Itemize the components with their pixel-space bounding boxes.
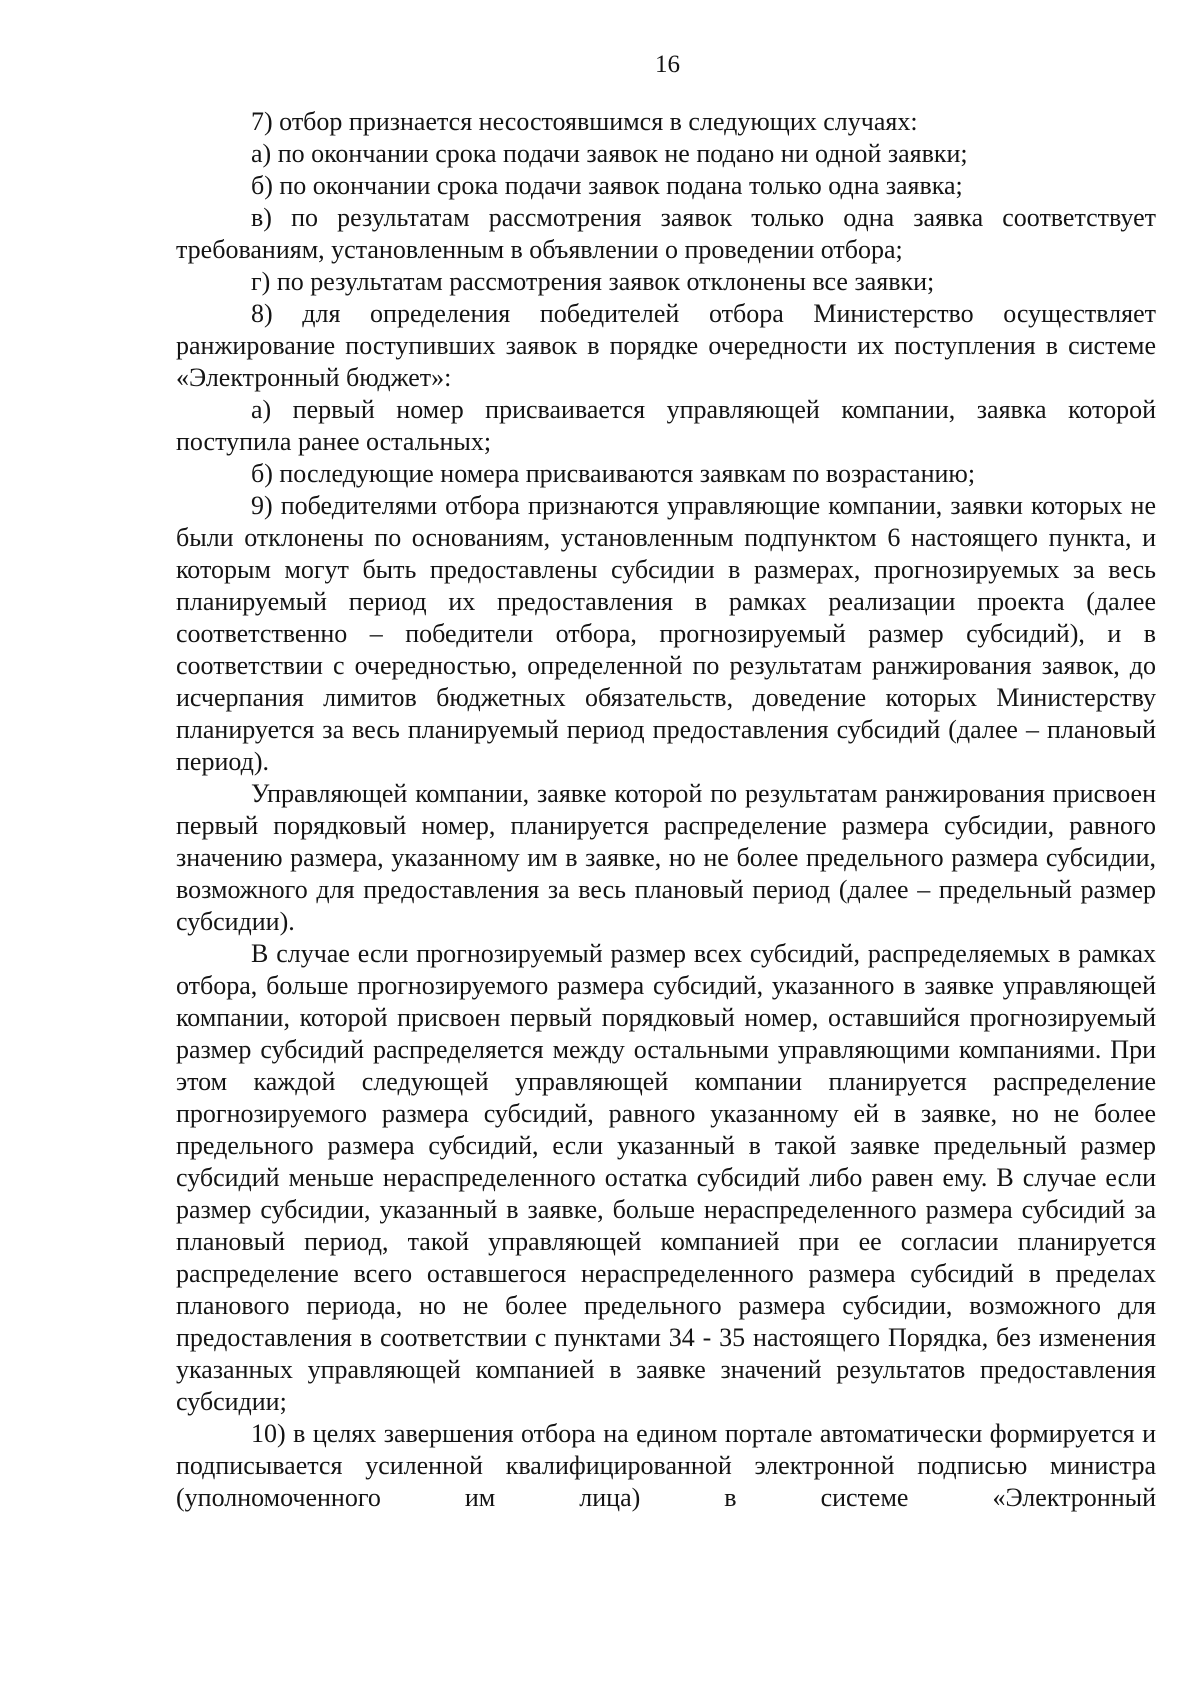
paragraph-7: 7) отбор признается несостоявшимся в следующих случаях:: [251, 107, 918, 136]
paragraph-10: 10) в целях завершения отбора на едином портале автоматически формируется и подписывается усиленной квалифицированной электронной подписью министра (уполномоченного им лица) в системе «Электронный: [176, 1419, 1156, 1512]
document-body: [176, 106, 1156, 1514]
paragraph-7b: б) по окончании срока подачи заявок подана только одна заявка;: [251, 171, 963, 200]
paragraph-8: 8) для определения победителей отбора Министерство осуществляет ранжирование поступивших заявок в порядке очередности их поступления в системе «Электронный бюджет»:: [176, 299, 1156, 392]
paragraph-8a: а) первый номер присваивается управляющей компании, заявка которой поступила ранее остальных;: [176, 395, 1156, 456]
paragraph-7v: в) по результатам рассмотрения заявок только одна заявка соответствует требованиям, установленным в объявлении о проведении отбора;: [176, 203, 1156, 264]
paragraph-first-rank: Управляющей компании, заявке которой по результатам ранжирования присвоен первый порядковый номер, планируется распределение размера субсидии, равного значению размера, указанному им в заявке, но не более предельного размера субсидии, возможного для предоставления за весь плановый период (далее – предельный размер субсидии).: [176, 779, 1156, 936]
paragraph-7a: а) по окончании срока подачи заявок не подано ни одной заявки;: [251, 139, 968, 168]
paragraph-8b: б) последующие номера присваиваются заявкам по возрастанию;: [251, 459, 976, 488]
page-number: 16: [655, 51, 680, 78]
paragraph-7g: г) по результатам рассмотрения заявок отклонены все заявки;: [251, 267, 935, 296]
paragraph-9: 9) победителями отбора признаются управляющие компании, заявки которых не были отклонены по основаниям, установленным подпунктом 6 настоящего пункта, и которым могут быть предоставлены субсидии в размерах, прогнозируемых за весь планируемый период их предоставления в рамках реализации проекта (далее соответственно – победители отбора, прогнозируемый размер субсидий), и в соответствии с очередностью, определенной по результатам ранжирования заявок, до исчерпания лимитов бюджетных обязательств, доведение которых Министерству планируется за весь планируемый период предоставления субсидий (далее – плановый период).: [176, 491, 1156, 776]
paragraph-distribution: В случае если прогнозируемый размер всех субсидий, распределяемых в рамках отбора, больше прогнозируемого размера субсидий, указанного в заявке управляющей компании, которой присвоен первый порядковый номер, оставшийся прогнозируемый размер субсидий распределяется между остальными управляющими компаниями. При этом каждой следующей управляющей компании планируется распределение прогнозируемого размера субсидий, равного указанному ей в заявке, но не более предельного размера субсидий, если указанный в такой заявке предельный размер субсидий меньше нераспределенного остатка субсидий либо равен ему. В случае если размер субсидии, указанный в заявке, больше нераспределенного размера субсидий за плановый период, такой управляющей компанией при ее согласии планируется распределение всего оставшегося нераспределенного размера субсидий в пределах планового периода, но не более предельного размера субсидии, возможного для предоставления в соответствии с пунктами 34 - 35 настоящего Порядка, без изменения указанных управляющей компанией в заявке значений результатов предоставления субсидии;: [176, 939, 1156, 1416]
